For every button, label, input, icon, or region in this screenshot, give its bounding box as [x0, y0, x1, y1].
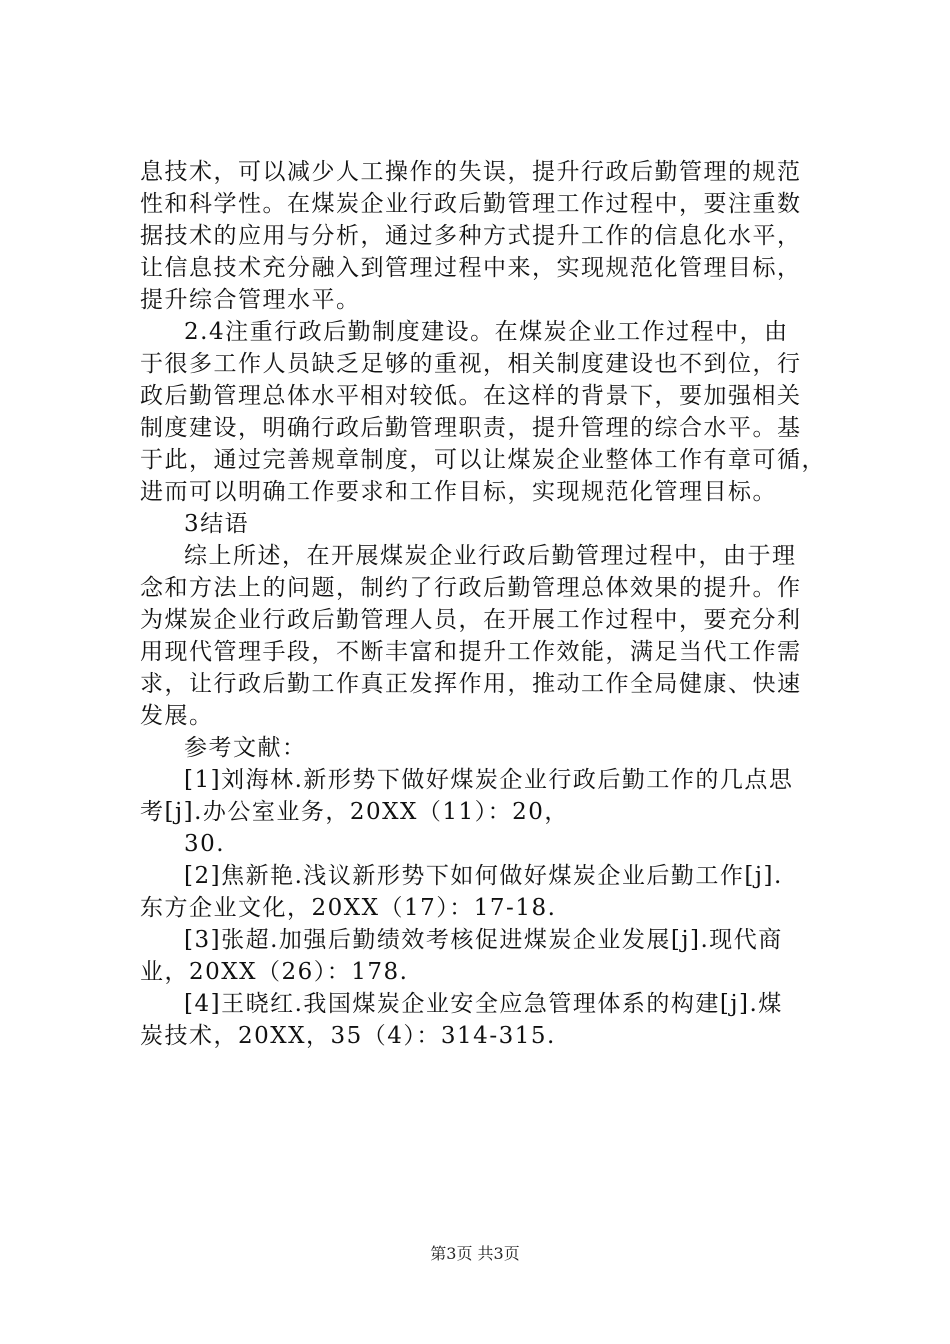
- reference-item-continuation: 炭技术，20XX，35（4）：314-315.: [140, 1023, 556, 1049]
- paragraph-line: 求，让行政后勤工作真正发挥作用，推动工作全局健康、快速: [140, 671, 802, 697]
- paragraph-line: 政后勤管理总体水平相对较低。在这样的背景下，要加强相关: [140, 383, 802, 409]
- reference-item: [1]刘海林.新形势下做好煤炭企业行政后勤工作的几点思: [184, 767, 794, 793]
- reference-item: [4]王晓红.我国煤炭企业安全应急管理体系的构建[j].煤: [184, 991, 783, 1017]
- paragraph-line: 发展。: [140, 703, 214, 729]
- reference-item: [2]焦新艳.浅议新形势下如何做好煤炭企业后勤工作[j].: [184, 863, 783, 889]
- reference-item-continuation: 30.: [184, 831, 226, 857]
- paragraph-line: 用现代管理手段，不断丰富和提升工作效能，满足当代工作需: [140, 639, 802, 665]
- paragraph-line: 念和方法上的问题，制约了行政后勤管理总体效果的提升。作: [140, 575, 802, 601]
- conclusion-paragraph-start: 综上所述，在开展煤炭企业行政后勤管理过程中，由于理: [184, 543, 797, 569]
- paragraph-line: 进而可以明确工作要求和工作目标，实现规范化管理目标。: [140, 479, 777, 505]
- paragraph-line: 性和科学性。在煤炭企业行政后勤管理工作过程中，要注重数: [140, 191, 802, 217]
- paragraph-line: 制度建设，明确行政后勤管理职责，提升管理的综合水平。基: [140, 415, 802, 441]
- section-heading: 3结语: [184, 511, 250, 537]
- reference-item: [3]张超.加强后勤绩效考核促进煤炭企业发展[j].现代商: [184, 927, 783, 953]
- paragraph-line: 于此，通过完善规章制度，可以让煤炭企业整体工作有章可循，: [140, 447, 826, 473]
- reference-item-continuation: 考[j].办公室业务，20XX（11）：20，: [140, 799, 569, 825]
- reference-item-continuation: 业，20XX（26）：178.: [140, 959, 409, 985]
- paragraph-line: 于很多工作人员缺乏足够的重视，相关制度建设也不到位，行: [140, 351, 802, 377]
- paragraph-line: 让信息技术充分融入到管理过程中来，实现规范化管理目标，: [140, 255, 802, 281]
- paragraph-line: 息技术，可以减少人工操作的失误，提升行政后勤管理的规范: [140, 159, 802, 185]
- references-heading: 参考文献：: [184, 735, 307, 761]
- document-body: [140, 156, 830, 1052]
- paragraph-line: 为煤炭企业行政后勤管理人员，在开展工作过程中，要充分利: [140, 607, 802, 633]
- section-paragraph-start: 2.4注重行政后勤制度建设。在煤炭企业工作过程中，由: [184, 319, 789, 345]
- paragraph-line: 提升综合管理水平。: [140, 287, 361, 313]
- paragraph-line: 据技术的应用与分析，通过多种方式提升工作的信息化水平，: [140, 223, 802, 249]
- reference-item-continuation: 东方企业文化，20XX（17）：17-18.: [140, 895, 557, 921]
- page-number: 第3页 共3页: [430, 1244, 520, 1263]
